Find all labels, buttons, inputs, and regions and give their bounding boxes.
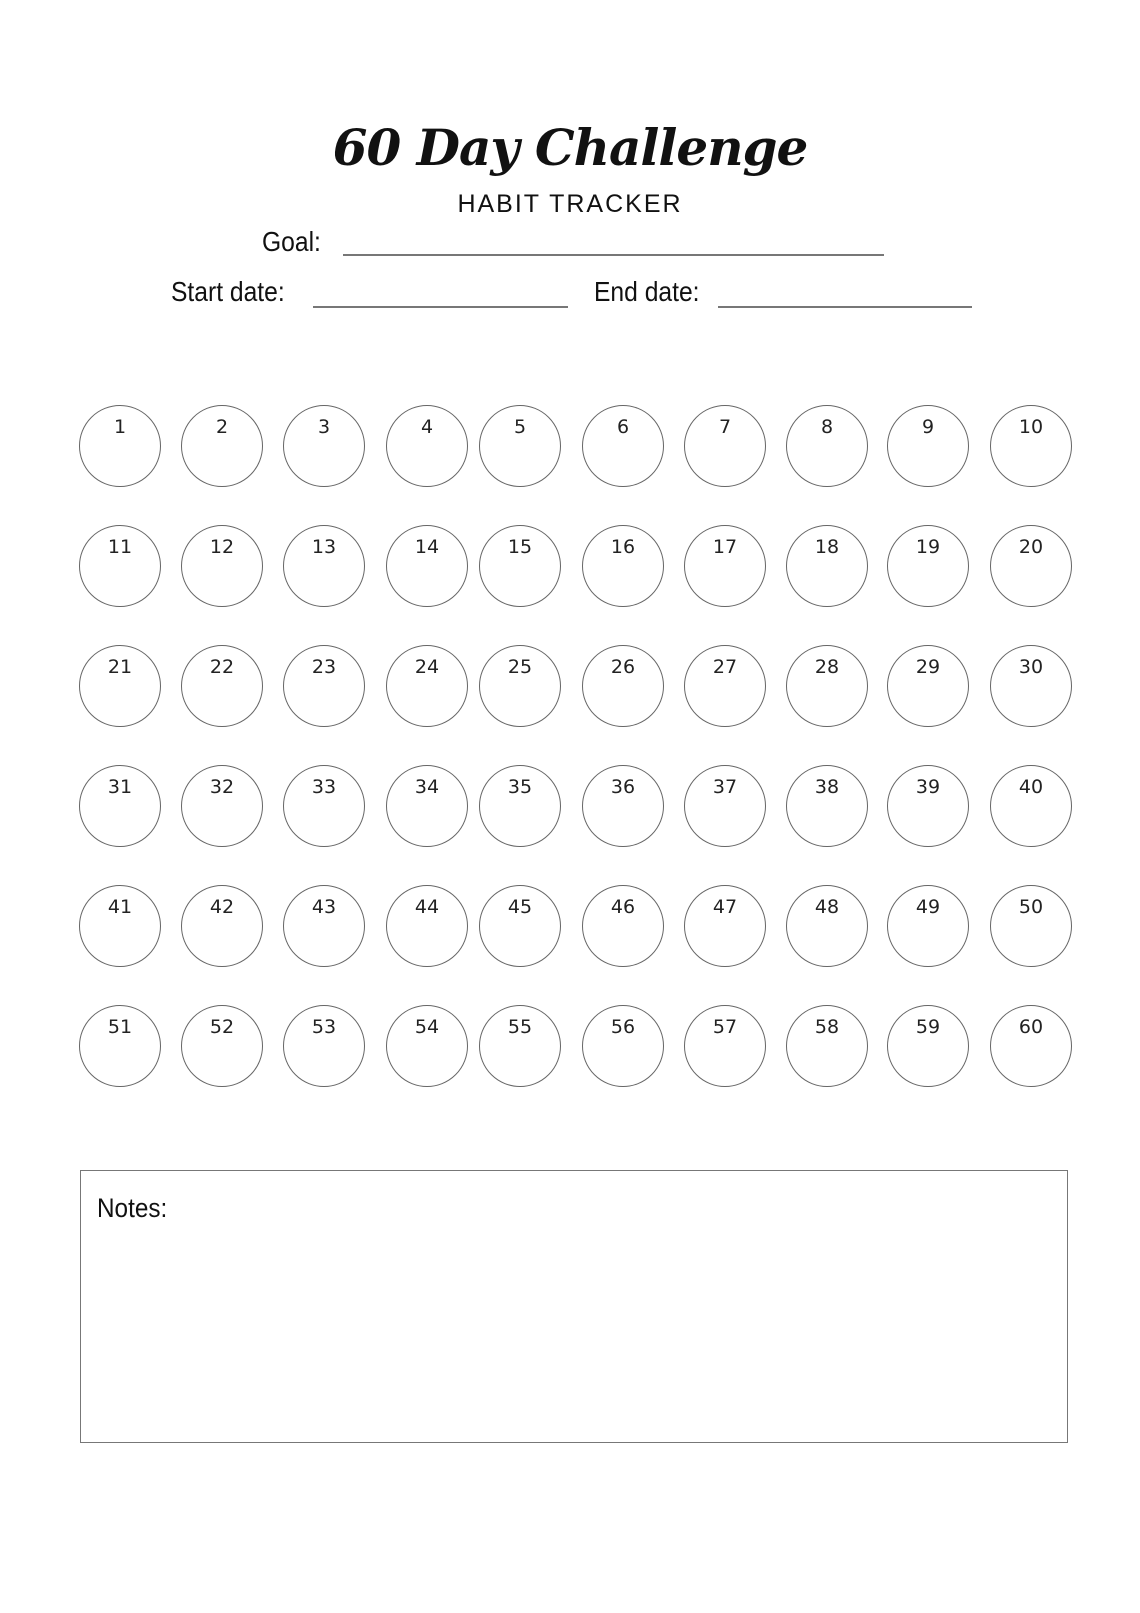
start-date-label: Start date: — [171, 276, 285, 307]
day-number: 58 — [814, 1016, 840, 1038]
day-number: 15 — [507, 536, 533, 558]
page-subtitle: HABIT TRACKER — [457, 190, 683, 218]
day-circle-7[interactable] — [684, 405, 766, 487]
day-circle-11[interactable] — [79, 525, 161, 607]
day-circle-14[interactable] — [386, 525, 468, 607]
day-number: 10 — [1018, 416, 1044, 438]
day-number: 31 — [107, 776, 133, 798]
day-circle-58[interactable] — [786, 1005, 868, 1087]
day-number: 14 — [414, 536, 440, 558]
day-number: 48 — [814, 896, 840, 918]
day-circle-47[interactable] — [684, 885, 766, 967]
day-number: 2 — [215, 416, 229, 438]
day-circle-28[interactable] — [786, 645, 868, 727]
day-number: 5 — [513, 416, 527, 438]
day-circle-16[interactable] — [582, 525, 664, 607]
day-circle-5[interactable] — [479, 405, 561, 487]
day-number: 47 — [712, 896, 738, 918]
day-circle-4[interactable] — [386, 405, 468, 487]
day-number: 45 — [507, 896, 533, 918]
day-number: 4 — [420, 416, 434, 438]
day-circle-17[interactable] — [684, 525, 766, 607]
day-circle-19[interactable] — [887, 525, 969, 607]
day-circle-36[interactable] — [582, 765, 664, 847]
day-circle-41[interactable] — [79, 885, 161, 967]
day-number: 3 — [317, 416, 331, 438]
day-number: 34 — [414, 776, 440, 798]
day-circle-6[interactable] — [582, 405, 664, 487]
start-date-field[interactable] — [313, 306, 568, 308]
day-number: 56 — [610, 1016, 636, 1038]
day-number: 32 — [209, 776, 235, 798]
day-number: 37 — [712, 776, 738, 798]
day-circle-26[interactable] — [582, 645, 664, 727]
day-number: 52 — [209, 1016, 235, 1038]
day-number: 30 — [1018, 656, 1044, 678]
notes-label: Notes: — [97, 1193, 168, 1223]
day-number: 28 — [814, 656, 840, 678]
day-circle-9[interactable] — [887, 405, 969, 487]
day-number: 38 — [814, 776, 840, 798]
day-number: 60 — [1018, 1016, 1044, 1038]
day-circle-59[interactable] — [887, 1005, 969, 1087]
day-circle-56[interactable] — [582, 1005, 664, 1087]
day-circle-20[interactable] — [990, 525, 1072, 607]
end-date-label: End date: — [594, 276, 700, 307]
day-circle-27[interactable] — [684, 645, 766, 727]
day-number: 51 — [107, 1016, 133, 1038]
day-number: 6 — [616, 416, 630, 438]
day-number: 39 — [915, 776, 941, 798]
day-number: 25 — [507, 656, 533, 678]
day-number: 46 — [610, 896, 636, 918]
day-circle-34[interactable] — [386, 765, 468, 847]
day-number: 36 — [610, 776, 636, 798]
day-circle-55[interactable] — [479, 1005, 561, 1087]
day-number: 35 — [507, 776, 533, 798]
notes-box[interactable] — [80, 1170, 1068, 1443]
day-number: 19 — [915, 536, 941, 558]
day-number: 49 — [915, 896, 941, 918]
day-number: 26 — [610, 656, 636, 678]
day-circle-3[interactable] — [283, 405, 365, 487]
day-number: 44 — [414, 896, 440, 918]
day-number: 16 — [610, 536, 636, 558]
day-circle-60[interactable] — [990, 1005, 1072, 1087]
day-circle-51[interactable] — [79, 1005, 161, 1087]
day-circle-39[interactable] — [887, 765, 969, 847]
day-circle-32[interactable] — [181, 765, 263, 847]
day-circle-44[interactable] — [386, 885, 468, 967]
day-number: 7 — [718, 416, 732, 438]
day-circle-43[interactable] — [283, 885, 365, 967]
day-circle-12[interactable] — [181, 525, 263, 607]
day-circle-33[interactable] — [283, 765, 365, 847]
day-circle-40[interactable] — [990, 765, 1072, 847]
day-number: 21 — [107, 656, 133, 678]
day-number: 20 — [1018, 536, 1044, 558]
day-circle-52[interactable] — [181, 1005, 263, 1087]
day-number: 40 — [1018, 776, 1044, 798]
day-number: 43 — [311, 896, 337, 918]
day-circle-13[interactable] — [283, 525, 365, 607]
day-number: 12 — [209, 536, 235, 558]
end-date-field[interactable] — [718, 306, 972, 308]
day-circle-21[interactable] — [79, 645, 161, 727]
day-circle-45[interactable] — [479, 885, 561, 967]
day-number: 23 — [311, 656, 337, 678]
day-circle-37[interactable] — [684, 765, 766, 847]
day-circle-35[interactable] — [479, 765, 561, 847]
day-number: 1 — [113, 416, 127, 438]
day-circle-48[interactable] — [786, 885, 868, 967]
day-number: 11 — [107, 536, 133, 558]
day-number: 8 — [820, 416, 834, 438]
day-circle-53[interactable] — [283, 1005, 365, 1087]
day-circle-49[interactable] — [887, 885, 969, 967]
day-circle-30[interactable] — [990, 645, 1072, 727]
day-circle-22[interactable] — [181, 645, 263, 727]
day-circle-8[interactable] — [786, 405, 868, 487]
day-number: 9 — [921, 416, 935, 438]
day-circle-29[interactable] — [887, 645, 969, 727]
day-number: 13 — [311, 536, 337, 558]
day-number: 27 — [712, 656, 738, 678]
day-circle-46[interactable] — [582, 885, 664, 967]
day-number: 17 — [712, 536, 738, 558]
day-circle-31[interactable] — [79, 765, 161, 847]
day-circle-1[interactable] — [79, 405, 161, 487]
day-number: 55 — [507, 1016, 533, 1038]
day-circle-38[interactable] — [786, 765, 868, 847]
day-circle-54[interactable] — [386, 1005, 468, 1087]
day-number: 18 — [814, 536, 840, 558]
day-number: 41 — [107, 896, 133, 918]
day-number: 54 — [414, 1016, 440, 1038]
day-number: 59 — [915, 1016, 941, 1038]
day-number: 53 — [311, 1016, 337, 1038]
day-circle-15[interactable] — [479, 525, 561, 607]
day-number: 50 — [1018, 896, 1044, 918]
goal-field[interactable] — [343, 254, 884, 256]
day-circle-23[interactable] — [283, 645, 365, 727]
day-circle-2[interactable] — [181, 405, 263, 487]
page-title: 60 Day Challenge — [332, 118, 808, 177]
day-number: 57 — [712, 1016, 738, 1038]
day-number: 42 — [209, 896, 235, 918]
day-circle-10[interactable] — [990, 405, 1072, 487]
day-circle-42[interactable] — [181, 885, 263, 967]
day-number: 24 — [414, 656, 440, 678]
day-circle-24[interactable] — [386, 645, 468, 727]
day-number: 29 — [915, 656, 941, 678]
goal-label: Goal: — [262, 226, 321, 257]
day-number: 33 — [311, 776, 337, 798]
day-circle-50[interactable] — [990, 885, 1072, 967]
day-circle-57[interactable] — [684, 1005, 766, 1087]
day-circle-18[interactable] — [786, 525, 868, 607]
day-number: 22 — [209, 656, 235, 678]
day-circle-25[interactable] — [479, 645, 561, 727]
